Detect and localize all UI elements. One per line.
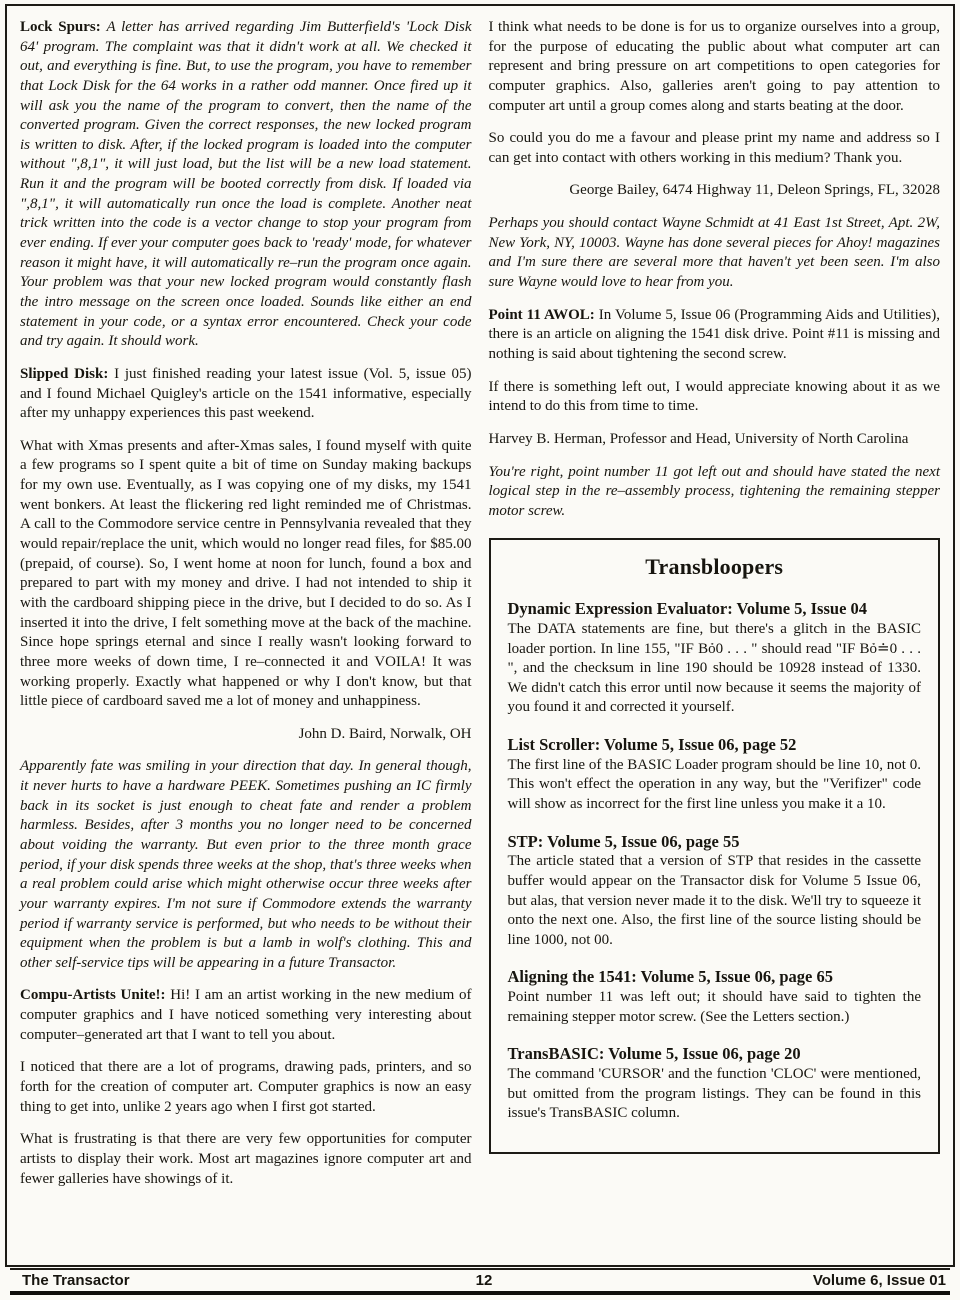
footer-issue-label: Volume 6, Issue 01 (812, 1272, 946, 1289)
transbloopers-box (489, 538, 941, 1153)
letter-body-point-11: In Volume 5, Issue 06 (Programming Aids and Utilities), there is an article on aligning the 1541 disk drive. Point #11 is missing and nothing is said about tightening the second screw. (488, 306, 940, 362)
blooper-body-aligning-1541: Point number 11 was left out; it should have said to tighten the remaining stepper motor screw. (See the Letters section.) (507, 989, 921, 1025)
footer-page-number: 12 (475, 1272, 493, 1289)
letter-compu-artists-p4: I think what needs to be done is for us to organize ourselves into a group, for the purpose of educating the public about what computer art can represent and bring pressure on art competitions to open categories for computer graphics. Also, galleries aren't going to pay attention to computer art until a group comes along and starts beating at the door. (488, 19, 940, 114)
editor-reply-fate: Apparently fate was smiling in your direction that day. In general though, it never hurts to have a hardware PEEK. Sometimes pushing an IC firmly back in its socket is just enough to cheat fate and render a problem harmless. Besides, after 3 months you no longer need to be concerned about voiding the warranty. But even prior to the three month grace period, if your disk spends three weeks at the shop, that's three weeks when a real problem could arise which might otherwise occur three weeks after your warranty expires. I'm not sure if Commodore extends the warranty period if warranty service is performed, but who needs to be without their equipment when the problem is but a lamb in wolf's clothing. This and other self-service tips will be appearing in a future Transactor. (20, 758, 472, 971)
blooper-heading-dynamic-expression: Dynamic Expression Evaluator: Volume 5, Issue 04 (507, 599, 868, 619)
letter-lead-compu-artists: Compu-Artists Unite!: (20, 987, 166, 1004)
letter-slipped-disk-p2: What with Xmas presents and after-Xmas sales, I found myself with quite a few programs so I spent quite a bit of time on Sunday making backups for my own use. Eventually, as I was copying one of my disks, my 1541 went bonkers. At least the flickering red light reminded me of Christmas. A call to the Commodore service centre in Pennsylvania revealed that they would repair/replace the unit, which would no longer read files, for $85.00 (prepaid, of course). So, I went home at noon for lunch, found a box and prepared to part with my money and drive. I had not intended to ship it with the cardboard shipping piece in the drive, but I decided to do so. As I inserted it into the drive, I felt something move at the back of the machine. Since hope springs eternal and since I really wasn't looking forward to three more weeks of down time, I re–connected it and VOILA! It was working properly. Exactly what happened or why I don't know, but that little piece of cardboard saved me a lot of money and unhappiness. (20, 437, 472, 710)
letter-lead-slipped-disk: Slipped Disk: (20, 365, 109, 382)
signature-baird: John D. Baird, Norwalk, OH (298, 725, 472, 742)
blooper-body-transbasic: The command 'CURSOR' and the function 'CLOC' were mentioned, but omitted from the program listings. They can be found in this issue's TransBASIC column. (507, 1065, 921, 1122)
letter-compu-artists-p2: I noticed that there are a lot of programs, drawing pads, printers, and so forth for the creation of computer art. Computer graphics is now an easy thing to get into, unlike 2 years ago when I first got started. (20, 1059, 472, 1115)
page-footer (10, 1268, 950, 1295)
blooper-heading-transbasic: TransBASIC: Volume 5, Issue 06, page 20 (507, 1044, 801, 1064)
footer-magazine-title: The Transactor (22, 1272, 130, 1289)
right-column (489, 18, 941, 1265)
signature-bailey: George Bailey, 6474 Highway 11, Deleon Springs, FL, 32028 (569, 182, 940, 199)
letter-lock-spurs (20, 18, 472, 352)
left-column (20, 18, 472, 1265)
letter-compu-artists-p5: So could you do me a favour and please print my name and address so I can get into contact with others working in this medium? Thank you. (488, 130, 940, 166)
blooper-body-stp: The article stated that a version of STP that resides in the cassette buffer would appear on the Transactor disk for Volume 5 Issue 06, but alas, that version never made it to the disk. We'll try to squeeze it onto the next one. Also, the first line of the source listing should be line 1000, not 00. (507, 853, 921, 948)
letter-body-slipped-disk-p1: I just finished reading your latest issue (Vol. 5, issue 05) and I found Michael Quigley's article on the 1541 informative, especially after my unhappy experiences this past weekend. (20, 365, 472, 422)
blooper-heading-stp: STP: Volume 5, Issue 06, page 55 (507, 831, 740, 851)
editor-reply-wayne: Perhaps you should contact Wayne Schmidt at 41 East 1st Street, Apt. 2W, New York, NY, 10003. Wayne has done several pieces for Ahoy! magazines and I'm sure there are several more that haven't yet been seen. I'm also sure Wayne would love to hear from you. (488, 215, 940, 291)
editor-reply-point-11: You're right, point number 11 got left out and should have stated the next logical step in the re–assembly process, tightening the remaining stepper motor screw. (488, 463, 940, 519)
letter-lead-point-11: Point 11 AWOL: (488, 306, 595, 323)
blooper-heading-aligning-1541: Aligning the 1541: Volume 5, Issue 06, page 65 (507, 967, 833, 987)
letter-lead-lock-spurs: Lock Spurs: (20, 19, 101, 35)
blooper-body-list-scroller: The first line of the BASIC Loader program should be line 10, not 0. This won't effect the operation in any way, but the "Verifizer" code will show as incorrect for the first line unless you make it a 10. (507, 756, 921, 812)
transbloopers-title: Transbloopers (645, 554, 784, 580)
letter-body-compu-artists-p1: Hi! I am an artist working in the new medium of computer graphics and I have noticed something very interesting about computer–generated art that I want to tell you about. (20, 987, 472, 1043)
letter-body-lock-spurs: A letter has arrived regarding Jim Butterfield's 'Lock Disk 64' program. The complaint was that it didn't work at all. We checked it out, and everything is fine. But, to use the program, you have to remember that Lock Disk for the 64 works in a rather odd manner. Once fired up it will ask you the name of the program to convert, then the name of the converted program. Given the correct responses, the new locked program is written to disk. After, if the locked program is loaded into the computer without ",8,1", it will just load, but the list will be a new load statement. Run it and the program will be booted correctly from disk. If loaded via ",8,1", it will automatically run once the load is complete. Another neat trick written into the code is a vector change to stop your program from ever ending. If ever your computer goes back to 'ready' mode, for whatever reason it might have, it will automatically re–run the program once again. Your problem was that your new locked program would constantly flash the intro message on the screen once loaded. Sounds like either an end statement in your code, or a syntax error encountered. Check your code and try again. It should work. (20, 19, 472, 350)
blooper-body-dynamic-expression: The DATA statements are fine, but there's a glitch in the BASIC loader portion. In line 155, "IF Bỏ0 . . . " should read "IF Bỏ≐0 . . . ", and the checksum in line 190 should be 10928 instead of 1330. We didn't catch this error until now because it seems the majority of you found it and corrected it yourself. (507, 620, 921, 716)
letter-compu-artists-p1 (20, 986, 472, 1045)
letter-point-11-p2: If there is something left out, I would appreciate knowing about it as we intend to do this from time to time. (488, 378, 940, 415)
blooper-heading-list-scroller: List Scroller: Volume 5, Issue 06, page 52 (507, 735, 797, 755)
page-content-frame (5, 4, 955, 1267)
letter-slipped-disk-p1 (20, 365, 472, 424)
letter-compu-artists-p3: What is frustrating is that there are very few opportunities for computer artists to display their work. Most art magazines ignore computer art and fewer galleries have showings of it. (20, 1131, 472, 1187)
letter-point-11 (489, 306, 941, 365)
signature-herman: Harvey B. Herman, Professor and Head, University of North Carolina (488, 430, 909, 447)
